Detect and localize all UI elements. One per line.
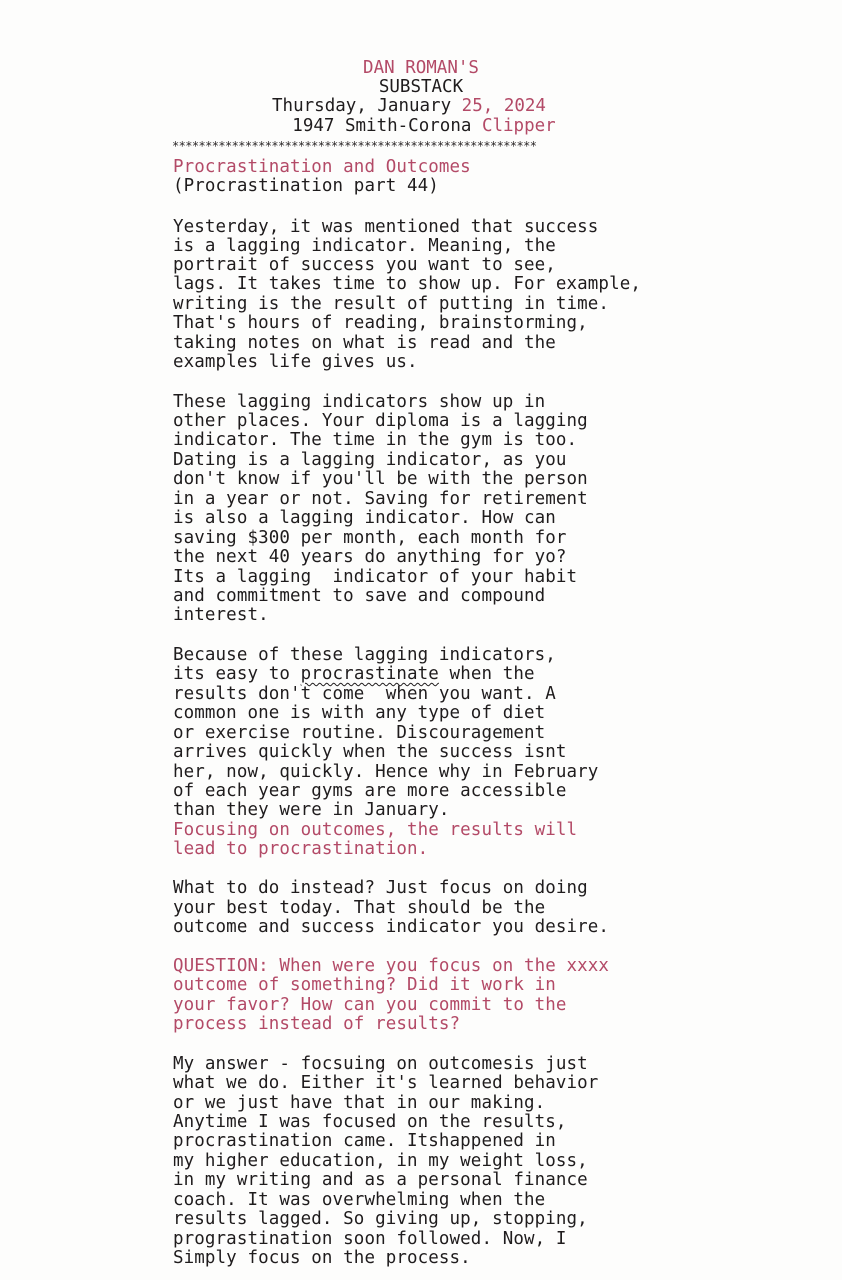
text-line: What to do instead? Just focus on doing [173, 878, 588, 898]
question-line: outcome of something? Did it work in [173, 975, 556, 995]
underlined-word: procrastinate [300, 664, 439, 684]
header-date: Thursday, January 25, 2024 [272, 96, 546, 116]
text-line: results lagged. So giving up, stopping, [173, 1209, 588, 1229]
text-line: is also a lagging indicator. How can [173, 508, 556, 528]
text-line: outcome and success indicator you desire. [173, 917, 610, 937]
text-line: of each year gyms are more accessible [173, 781, 567, 801]
text-line: common one is with any type of diet [173, 703, 546, 723]
text-line: its easy to procrastinate when the [173, 664, 535, 684]
text-line: interest. [173, 605, 269, 625]
text-line: These lagging indicators show up in [173, 392, 546, 412]
text-line: prograstination soon followed. Now, I [173, 1229, 567, 1249]
text-line: writing is the result of putting in time. [173, 294, 610, 314]
question-line: your favor? How can you commit to the [173, 995, 567, 1015]
text-line: is a lagging indicator. Meaning, the [173, 236, 556, 256]
text-line: than they were in January. [173, 800, 450, 820]
header-typewriter: 1947 Smith-Corona Clipper [292, 116, 556, 136]
text-line: saving $300 per month, each month for [173, 528, 567, 548]
text-line: procrastination came. Itshappened in [173, 1131, 556, 1151]
text-line: Because of these lagging indicators, [173, 645, 556, 665]
highlight-line: lead to procrastination. [173, 839, 429, 859]
header-author: DAN ROMAN'S [363, 58, 479, 78]
text-line: your best today. That should be the [173, 898, 546, 918]
text-line: portrait of success you want to see, [173, 255, 556, 275]
text-line: other places. Your diploma is a lagging [173, 411, 588, 431]
article-subtitle: (Procrastination part 44) [173, 176, 439, 196]
header-publication: SUBSTACK [378, 77, 464, 97]
text-line: my higher education, in my weight loss, [173, 1151, 588, 1171]
text-line: or we just have that in our making. [173, 1093, 546, 1113]
question-line: process instead of results? [173, 1014, 461, 1034]
text-line: coach. It was overwhelming when the [173, 1190, 546, 1210]
text-line: Yesterday, it was mentioned that success [173, 217, 599, 237]
star-divider: ******************************************************* [172, 139, 537, 153]
text-line: My answer - focsuing on outcomesis just [173, 1054, 588, 1074]
text-line: in my writing and as a personal finance [173, 1170, 588, 1190]
article-title: Procrastination and Outcomes [173, 157, 471, 177]
text-line: in a year or not. Saving for retirement [173, 489, 588, 509]
text-line: don't know if you'll be with the person [173, 469, 588, 489]
text-line: Anytime I was focused on the results, [173, 1112, 567, 1132]
text-line: taking notes on what is read and the [173, 333, 556, 353]
text-line: or exercise routine. Discouragement [173, 723, 546, 743]
text-line: Its a lagging indicator of your habit [173, 567, 578, 587]
text-line: arrives quickly when the success isnt [173, 742, 567, 762]
highlight-line: Focusing on outcomes, the results will [173, 820, 578, 840]
text-line: results don't come when you want. A [173, 684, 556, 704]
text-line: her, now, quickly. Hence why in February [173, 762, 599, 782]
text-line: what we do. Either it's learned behavior [173, 1073, 599, 1093]
text-line: lags. It takes time to show up. For example, [173, 274, 641, 294]
text-line: That's hours of reading, brainstorming, [173, 313, 588, 333]
text-line: examples life gives us. [173, 352, 418, 372]
question-line: QUESTION: When were you focus on the xxxx [173, 956, 610, 976]
text-line: the next 40 years do anything for yo? [173, 547, 567, 567]
text-line: indicator. The time in the gym is too. [173, 430, 578, 450]
text-line: and commitment to save and compound [173, 586, 546, 606]
text-line: Simply focus on the process. [173, 1248, 471, 1268]
text-line: Dating is a lagging indicator, as you [173, 450, 567, 470]
